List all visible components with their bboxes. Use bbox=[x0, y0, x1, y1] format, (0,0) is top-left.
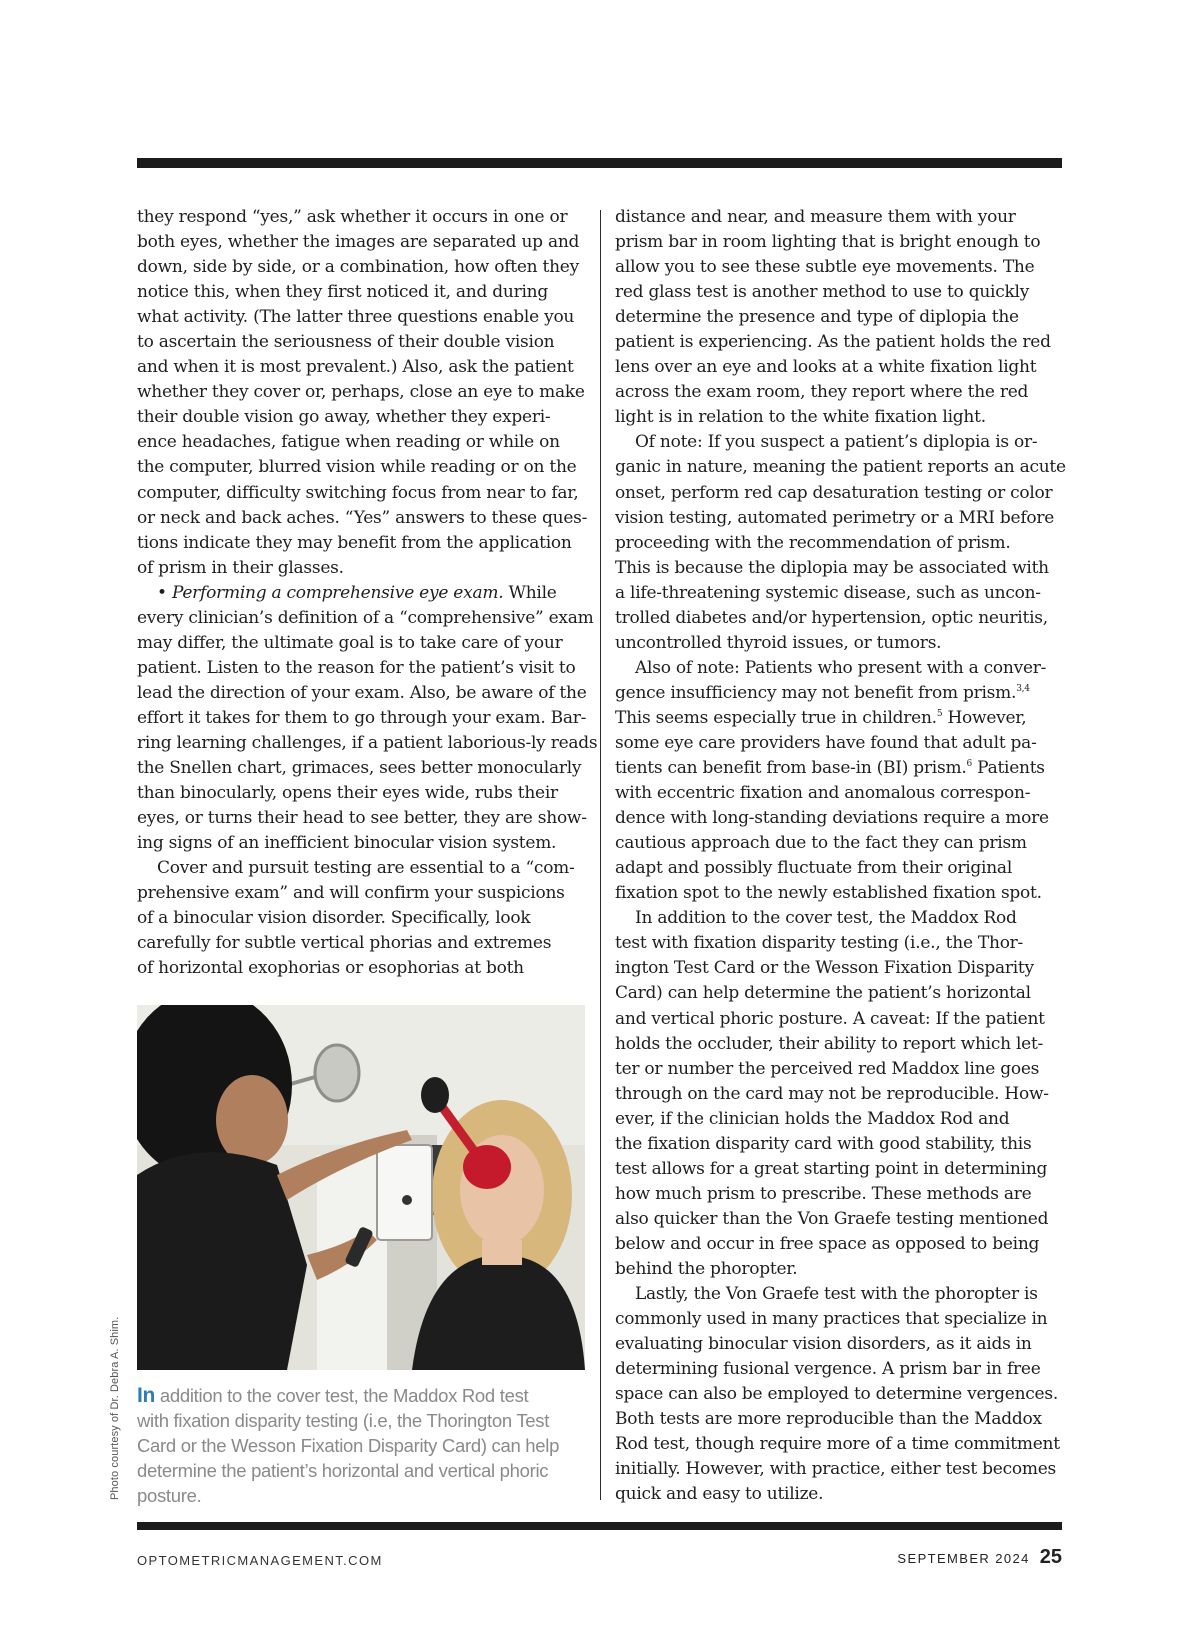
text: red glass test is another method to use to quickly bbox=[615, 282, 1030, 303]
text-line bbox=[137, 881, 592, 906]
text-line bbox=[615, 906, 1065, 931]
text: fixation spot to the newly established fixation spot. bbox=[615, 883, 1042, 904]
text: how much prism to prescribe. These methods are bbox=[615, 1183, 1032, 1204]
text: In addition to the cover test, the Maddox Rod bbox=[635, 908, 1017, 929]
caption-lead: In bbox=[137, 1384, 156, 1407]
text: allow you to see these subtle eye movements. The bbox=[615, 257, 1035, 278]
text: of a binocular vision disorder. Specifically, look bbox=[137, 908, 531, 929]
text: their double vision go away, whether they experi- bbox=[137, 407, 551, 428]
text: determining fusional vergence. A prism bar in free bbox=[615, 1359, 1041, 1380]
text: may differ, the ultimate goal is to take care of your bbox=[137, 632, 563, 653]
text: uncontrolled thyroid issues, or tumors. bbox=[615, 632, 942, 653]
top-rule bbox=[137, 158, 1062, 168]
text-line bbox=[615, 556, 1065, 581]
text-line bbox=[137, 556, 592, 581]
text: Rod test, though require more of a time commitment bbox=[615, 1434, 1060, 1455]
bottom-rule bbox=[137, 1522, 1062, 1530]
text-line bbox=[137, 531, 592, 556]
section-heading: Performing a comprehensive eye exam. bbox=[171, 582, 504, 603]
text: both eyes, whether the images are separated up and bbox=[137, 232, 580, 253]
bullet: • bbox=[157, 582, 172, 603]
text-line bbox=[615, 981, 1065, 1006]
text: of prism in their glasses. bbox=[137, 557, 344, 578]
text: adapt and possibly fluctuate from their original bbox=[615, 858, 1013, 879]
text: behind the phoropter. bbox=[615, 1258, 798, 1279]
text-line bbox=[615, 230, 1065, 255]
text-line bbox=[137, 606, 592, 631]
text-line bbox=[137, 706, 592, 731]
footer-date: SEPTEMBER 2024 bbox=[897, 1551, 1030, 1566]
text-line bbox=[615, 1282, 1065, 1307]
text-line bbox=[615, 656, 1065, 681]
text-line bbox=[137, 931, 592, 956]
text-line bbox=[137, 506, 592, 531]
text: initially. However, with practice, either test becomes bbox=[615, 1459, 1056, 1480]
text: ence headaches, fatigue when reading or while on bbox=[137, 432, 560, 453]
text: Of note: If you suspect a patient’s diplopia is or- bbox=[635, 432, 1038, 453]
footer-folio bbox=[897, 1546, 1062, 1569]
text-line bbox=[615, 1457, 1065, 1482]
text-line bbox=[137, 355, 592, 380]
text: gence insufficiency may not benefit from prism. bbox=[615, 682, 1017, 703]
text: whether they cover or, perhaps, close an eye to make bbox=[137, 382, 585, 403]
text-line bbox=[615, 806, 1065, 831]
text: ing signs of an inefficient binocular vision system. bbox=[137, 833, 557, 854]
text: the computer, blurred vision while reading or on the bbox=[137, 457, 577, 478]
text-line bbox=[615, 1132, 1065, 1157]
text: determine the presence and type of diplopia the bbox=[615, 307, 1019, 328]
text-line bbox=[137, 956, 592, 981]
text-line bbox=[615, 606, 1065, 631]
text-line bbox=[615, 255, 1065, 280]
page-number: 25 bbox=[1039, 1546, 1062, 1568]
text: cautious approach due to the fact they can prism bbox=[615, 833, 1027, 854]
text-line bbox=[615, 731, 1065, 756]
text-line bbox=[615, 455, 1065, 480]
text: eyes, or turns their head to see better, they are show- bbox=[137, 808, 587, 829]
text-line bbox=[615, 1182, 1065, 1207]
text: carefully for subtle vertical phorias and extremes bbox=[137, 933, 552, 954]
photo-caption bbox=[137, 1383, 592, 1508]
text-line bbox=[615, 1157, 1065, 1182]
text: evaluating binocular vision disorders, as it aids in bbox=[615, 1334, 1032, 1355]
text-line bbox=[615, 481, 1065, 506]
text: Also of note: Patients who present with a conver- bbox=[635, 657, 1047, 678]
text: This is because the diplopia may be associated with bbox=[615, 557, 1049, 578]
reference-number: 6 bbox=[966, 759, 972, 770]
caption-line-4: determine the patient’s horizontal and vertical phoric bbox=[137, 1460, 549, 1481]
caption-line-2: with fixation disparity testing (i.e, the Thorington Test bbox=[137, 1410, 550, 1431]
text-line bbox=[137, 305, 592, 330]
text-line bbox=[137, 581, 592, 606]
text: patient. Listen to the reason for the patient’s visit to bbox=[137, 657, 576, 678]
text: with eccentric fixation and anomalous correspon- bbox=[615, 783, 1031, 804]
text-line bbox=[615, 1332, 1065, 1357]
text-line bbox=[615, 631, 1065, 656]
text: Lastly, the Von Graefe test with the phoropter is bbox=[635, 1284, 1038, 1305]
text-line bbox=[137, 405, 592, 430]
text: and vertical phoric posture. A caveat: If the patient bbox=[615, 1008, 1045, 1029]
text-line bbox=[137, 631, 592, 656]
text-line bbox=[615, 831, 1065, 856]
text-line bbox=[615, 681, 1065, 706]
text: ever, if the clinician holds the Maddox Rod and bbox=[615, 1108, 1010, 1129]
text: of horizontal exophorias or esophorias at both bbox=[137, 958, 524, 979]
text-line bbox=[137, 280, 592, 305]
text: space can also be employed to determine vergences. bbox=[615, 1384, 1058, 1405]
text: test allows for a great starting point in determining bbox=[615, 1158, 1048, 1179]
reference-number: 3,4 bbox=[1016, 683, 1030, 694]
text: commonly used in many practices that specialize in bbox=[615, 1309, 1048, 1330]
text-line bbox=[615, 330, 1065, 355]
text-line bbox=[615, 305, 1065, 330]
text-line bbox=[615, 856, 1065, 881]
text: prism bar in room lighting that is bright enough to bbox=[615, 232, 1041, 253]
caption-text: addition to the cover test, the Maddox Rod test bbox=[155, 1385, 529, 1406]
text-line bbox=[615, 1007, 1065, 1032]
text: a life-threatening systemic disease, such as uncon- bbox=[615, 582, 1041, 603]
text: every clinician’s definition of a “comprehensive” exam bbox=[137, 607, 594, 628]
text-line bbox=[615, 531, 1065, 556]
text: Both tests are more reproducible than the Maddox bbox=[615, 1409, 1042, 1430]
text: the Snellen chart, grimaces, sees better monocularly bbox=[137, 758, 582, 779]
text-line bbox=[615, 1432, 1065, 1457]
text: ring learning challenges, if a patient laborious-ly reads bbox=[137, 732, 598, 753]
right-column bbox=[615, 205, 1065, 1507]
text: prehensive exam” and will confirm your suspicions bbox=[137, 883, 565, 904]
text-line bbox=[615, 1082, 1065, 1107]
text: test with fixation disparity testing (i.e., the Thor- bbox=[615, 933, 1024, 954]
text: dence with long-standing deviations require a more bbox=[615, 808, 1049, 829]
text: Cover and pursuit testing are essential to a “com- bbox=[157, 858, 575, 879]
text-line bbox=[137, 255, 592, 280]
text: However, bbox=[942, 707, 1027, 728]
text: vision testing, automated perimetry or a MRI before bbox=[615, 507, 1055, 528]
text-line bbox=[615, 881, 1065, 906]
caption-line-3: Card or the Wesson Fixation Disparity Card) can help bbox=[137, 1435, 560, 1456]
text-line bbox=[615, 931, 1065, 956]
text: down, side by side, or a combination, how often they bbox=[137, 257, 579, 278]
text: light is in relation to the white fixation light. bbox=[615, 407, 986, 428]
text-line bbox=[137, 380, 592, 405]
text: This seems especially true in children. bbox=[615, 707, 937, 728]
text: Card) can help determine the patient’s horizontal bbox=[615, 983, 1031, 1004]
photo-credit: Photo courtesy of Dr. Debra A. Shim. bbox=[109, 1316, 121, 1500]
reference-number: 5 bbox=[936, 708, 943, 719]
text-line bbox=[137, 906, 592, 931]
text-line bbox=[615, 1232, 1065, 1257]
left-column bbox=[137, 205, 598, 981]
photo-illustration bbox=[137, 1005, 585, 1370]
text: trolled diabetes and/or hypertension, optic neuritis, bbox=[615, 607, 1048, 628]
text: ganic in nature, meaning the patient reports an acute bbox=[615, 457, 1066, 478]
text: tients can benefit from base-in (BI) prism. bbox=[615, 758, 967, 779]
text-line bbox=[615, 781, 1065, 806]
text: ter or number the perceived red Maddox line goes bbox=[615, 1058, 1040, 1079]
exam-photo bbox=[137, 1005, 585, 1370]
text: holds the occluder, their ability to report which let- bbox=[615, 1033, 1044, 1054]
text-line bbox=[615, 205, 1065, 230]
text-line bbox=[137, 781, 592, 806]
text-line bbox=[615, 430, 1065, 455]
caption-line-5: posture. bbox=[137, 1485, 202, 1506]
text-line bbox=[137, 806, 592, 831]
text: notice this, when they first noticed it, and during bbox=[137, 282, 549, 303]
text: also quicker than the Von Graefe testing mentioned bbox=[615, 1208, 1049, 1229]
text: across the exam room, they report where the red bbox=[615, 382, 1029, 403]
text: than binocularly, opens their eyes wide, rubs their bbox=[137, 783, 558, 804]
text-line bbox=[137, 756, 592, 781]
text: tions indicate they may benefit from the application bbox=[137, 532, 572, 553]
text-line bbox=[137, 681, 592, 706]
text-line bbox=[137, 831, 592, 856]
text: Patients bbox=[971, 758, 1045, 779]
text-line bbox=[615, 1407, 1065, 1432]
text: below and occur in free space as opposed to being bbox=[615, 1233, 1040, 1254]
text-line bbox=[137, 455, 592, 480]
text-line bbox=[615, 1107, 1065, 1132]
text-line bbox=[615, 581, 1065, 606]
text-line bbox=[615, 1032, 1065, 1057]
text: lens over an eye and looks at a white fixation light bbox=[615, 357, 1037, 378]
text-line bbox=[615, 405, 1065, 430]
text: distance and near, and measure them with your bbox=[615, 207, 1016, 227]
text: patient is experiencing. As the patient holds the red bbox=[615, 332, 1051, 353]
text: computer, difficulty switching focus from near to far, bbox=[137, 482, 579, 503]
text-line bbox=[615, 1382, 1065, 1407]
text: to ascertain the seriousness of their double vision bbox=[137, 332, 555, 353]
text: some eye care providers have found that adult pa- bbox=[615, 732, 1037, 753]
text-line bbox=[615, 380, 1065, 405]
text-line bbox=[615, 706, 1065, 731]
text-line bbox=[137, 481, 592, 506]
text: lead the direction of your exam. Also, be aware of the bbox=[137, 682, 587, 703]
text-line bbox=[615, 506, 1065, 531]
text: onset, perform red cap desaturation testing or color bbox=[615, 482, 1053, 503]
text: they respond “yes,” ask whether it occurs in one or bbox=[137, 207, 568, 227]
text: and when it is most prevalent.) Also, ask the patient bbox=[137, 357, 574, 378]
text-line bbox=[137, 856, 592, 881]
text-line bbox=[137, 230, 592, 255]
footer-site: OPTOMETRICMANAGEMENT.COM bbox=[137, 1553, 383, 1568]
caption-line-1 bbox=[137, 1383, 592, 1408]
text: ington Test Card or the Wesson Fixation Disparity bbox=[615, 958, 1034, 979]
text: or neck and back aches. “Yes” answers to these ques- bbox=[137, 507, 588, 528]
text-line bbox=[615, 1482, 1065, 1507]
text: what activity. (The latter three questions enable you bbox=[137, 307, 575, 328]
text-line bbox=[137, 430, 592, 455]
text-line bbox=[615, 1307, 1065, 1332]
text: quick and easy to utilize. bbox=[615, 1484, 824, 1505]
text: effort it takes for them to go through your exam. Bar- bbox=[137, 707, 587, 728]
text-line bbox=[615, 355, 1065, 380]
text-line bbox=[615, 280, 1065, 305]
text: through on the card may not be reproducible. How- bbox=[615, 1083, 1049, 1104]
text-line bbox=[615, 756, 1065, 781]
text: the fixation disparity card with good stability, this bbox=[615, 1133, 1032, 1154]
text-line bbox=[137, 731, 598, 756]
text-line bbox=[615, 1207, 1065, 1232]
text: proceeding with the recommendation of prism. bbox=[615, 532, 1011, 553]
text-line bbox=[137, 205, 592, 230]
text: While bbox=[503, 582, 557, 603]
text-line bbox=[615, 1357, 1065, 1382]
text-line bbox=[615, 1057, 1065, 1082]
text-line bbox=[615, 956, 1065, 981]
column-divider bbox=[600, 210, 601, 1500]
text-line bbox=[615, 1257, 1065, 1282]
text-line bbox=[137, 330, 592, 355]
text-line bbox=[137, 656, 592, 681]
